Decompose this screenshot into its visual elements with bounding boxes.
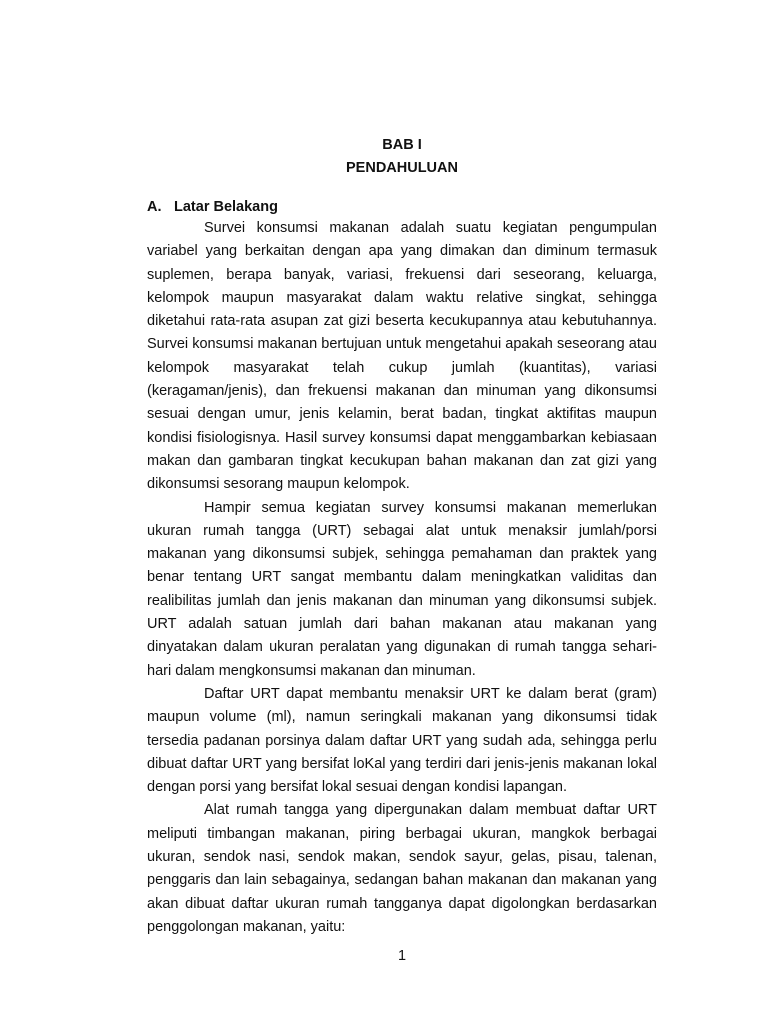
- paragraph: Survei konsumsi makanan adalah suatu kegiatan pengumpulan variabel yang berkaitan dengan apa yang dimakan dan diminum termasuk suplemen, berapa banyak, variasi, frekuensi dari seseorang, keluarga, kelompok maupun masyarakat dalam waktu relative singkat, sehingga diketahui rata-rata asupan zat gizi beserta kecukupannya atau kebutuhannya. Survei konsumsi makanan bertujuan untuk mengetahui apakah seseorang atau kelompok masyarakat telah cukup jumlah (kuantitas), variasi (keragaman/jenis), dan frekuensi makanan dan minuman yang dikonsumsi sesuai dengan umur, jenis kelamin, berat badan, tingkat aktifitas maupun kondisi fisiologisnya. Hasil survey konsumsi dapat menggambarkan kebiasaan makan dan gambaran tingkat kecukupan bahan makanan dan zat gizi yang dikonsumsi sesorang maupun kelompok.: [147, 220, 657, 493]
- chapter-number: BAB I: [382, 137, 422, 153]
- chapter-title: PENDAHULUAN: [346, 160, 458, 176]
- section-title: Latar Belakang: [174, 199, 278, 215]
- paragraph: Alat rumah tangga yang dipergunakan dalam membuat daftar URT meliputi timbangan makanan, piring berbagai ukuran, mangkok berbagai ukuran, sendok nasi, sendok makan, sendok sayur, gelas, pisau, talenan, penggaris dan lain sebagainya, sedangan bahan makanan dan makanan yang akan dibuat daftar ukuran rumah tangganya dapat digolongkan berdasarkan penggolongan makanan, yaitu:: [147, 802, 657, 935]
- page-number: 1: [397, 948, 407, 964]
- paragraph: Hampir semua kegiatan survey konsumsi makanan memerlukan ukuran rumah tangga (URT) sebagai alat untuk menaksir jumlah/porsi makanan yang dikonsumsi subjek, sehingga pemahaman dan praktek yang benar tentang URT sangat membantu dalam meningkatkan validitas dan realibilitas jumlah dan jenis makanan dan minuman yang dikonsumsi subjek. URT adalah satuan jumlah dari bahan makanan atau makanan yang dinyatakan dalam ukuran peralatan yang digunakan di rumah tangga sehari-hari dalam mengkonsumsi makanan dan minuman.: [147, 499, 657, 679]
- paragraph: Daftar URT dapat membantu menaksir URT ke dalam berat (gram) maupun volume (ml), namun seringkali makanan yang dikonsumsi tidak tersedia padanan porsinya dalam daftar URT yang sudah ada, sehingga perlu dibuat daftar URT yang bersifat loKal yang terdiri dari jenis-jenis makanan lokal dengan porsi yang bersifat lokal sesuai dengan kondisi lapangan.: [147, 685, 657, 796]
- section-label: A.: [147, 199, 162, 215]
- body-text: [147, 217, 657, 939]
- section-heading: [147, 197, 278, 217]
